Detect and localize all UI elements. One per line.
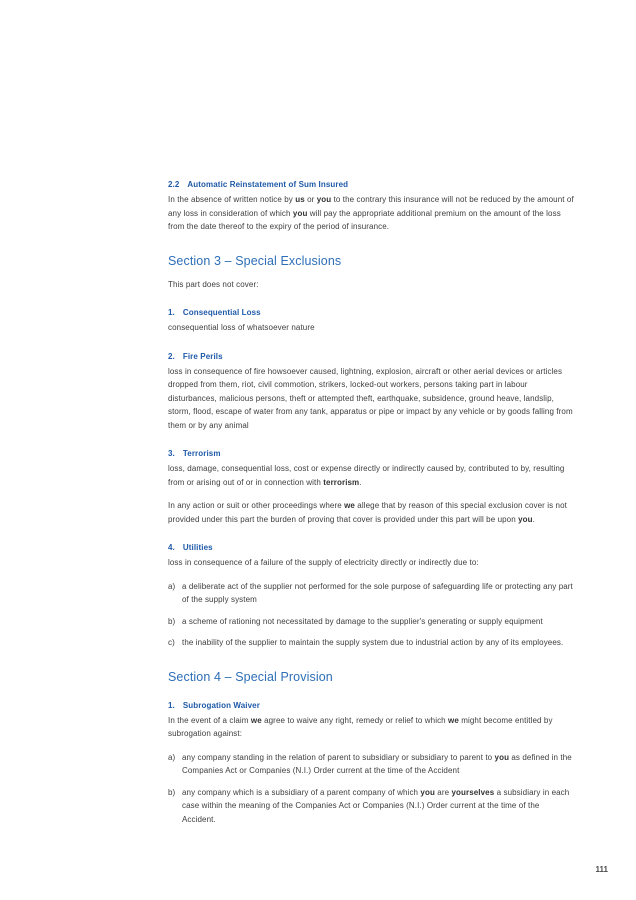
clause-number: 2. bbox=[168, 351, 175, 361]
exclusion-heading-1 bbox=[168, 308, 574, 317]
clause-title: Consequential Loss bbox=[182, 308, 261, 317]
clause-title: Fire Perils bbox=[182, 351, 223, 361]
list-text: any company which is a subsidiary of a parent company of which you are yourselves a subsidiary in each case within the meaning of the Companies Act or Companies (N.I.) Order current at the time of the Accident. bbox=[182, 787, 570, 824]
list-marker: b) bbox=[168, 787, 176, 797]
list-text: a scheme of rationing not necessitated by damage to the supplier's generating or supply equipment bbox=[182, 616, 543, 626]
paragraph: consequential loss of whatsoever nature bbox=[168, 323, 315, 332]
clause-number: 3. bbox=[168, 449, 175, 458]
exclusion-heading-4 bbox=[168, 543, 574, 552]
list-marker: c) bbox=[168, 638, 175, 647]
paragraph: loss in consequence of a failure of the supply of electricity directly or indirectly due to: bbox=[168, 558, 479, 567]
clause-number: 4. bbox=[168, 543, 175, 552]
paragraph: In the absence of written notice by us or you to the contrary this insurance will not be reduced by the amount of any loss in consideration of which you will pay the appropriate additional premium on the amount of the loss from the date thereof to the expiry of the period of insurance. bbox=[168, 195, 574, 231]
list-text: the inability of the supplier to maintain the supply system due to industrial action by any of its employees. bbox=[182, 638, 564, 647]
exclusion-heading-3 bbox=[168, 449, 574, 458]
clause-number: 2.2 bbox=[168, 180, 180, 189]
provision-heading-1 bbox=[168, 701, 574, 710]
section-4-heading: Section 4 – Special Provision bbox=[168, 669, 333, 684]
list-text: any company standing in the relation of parent to subsidiary or subsidiary to parent to you as defined in the Companies Act or Companies (N.I.) Order current at the time of the Accident bbox=[182, 752, 572, 775]
clause-number: 1. bbox=[168, 700, 175, 710]
paragraph: This part does not cover: bbox=[168, 279, 259, 289]
list-text: a deliberate act of the supplier not performed for the sole purpose of safeguarding life or protecting any part of the supply system bbox=[182, 581, 573, 604]
paragraph: In the event of a claim we agree to waive any right, remedy or relief to which we might become entitled by subrogation against: bbox=[168, 715, 553, 738]
section-3-heading: Section 3 – Special Exclusions bbox=[168, 253, 342, 268]
list-item-c bbox=[168, 636, 574, 650]
clause-heading-2-2 bbox=[168, 180, 574, 189]
clause-number: 1. bbox=[168, 308, 175, 317]
page-number: 111 bbox=[595, 865, 608, 874]
clause-title: Automatic Reinstatement of Sum Insured bbox=[187, 180, 349, 189]
clause-title: Terrorism bbox=[182, 449, 221, 458]
clause-title: Utilities bbox=[182, 543, 213, 552]
paragraph: loss in consequence of fire howsoever caused, lightning, explosion, aircraft or other aerial devices or articles dropped from them, riot, civil commotion, strikers, locked-out workers, persons taking part in labour disturbances, malicious persons, theft or attempted theft, earthquake, subsidence, ground heave, landslip, storm, flood, escape of water from any tank, apparatus or pipe or impact by any vehicle or by goods falling from them or by any animal bbox=[168, 366, 573, 430]
list-marker: b) bbox=[168, 616, 176, 626]
list-item-b bbox=[168, 615, 574, 629]
list-item-a bbox=[168, 751, 574, 778]
clause-title: Subrogation Waiver bbox=[182, 700, 260, 710]
paragraph: In any action or suit or other proceedings where we allege that by reason of this special exclusion cover is not provided under this part the burden of proving that cover is provided under this part will be upon you. bbox=[168, 501, 567, 524]
paragraph: loss, damage, consequential loss, cost or expense directly or indirectly caused by, contributed to by, resulting from or arising out of or in connection with terrorism. bbox=[168, 464, 565, 487]
list-marker: a) bbox=[168, 581, 176, 591]
document-content bbox=[168, 180, 574, 834]
list-item-a bbox=[168, 580, 574, 607]
list-item-b bbox=[168, 786, 574, 827]
exclusion-heading-2 bbox=[168, 352, 574, 361]
list-marker: a) bbox=[168, 752, 176, 762]
